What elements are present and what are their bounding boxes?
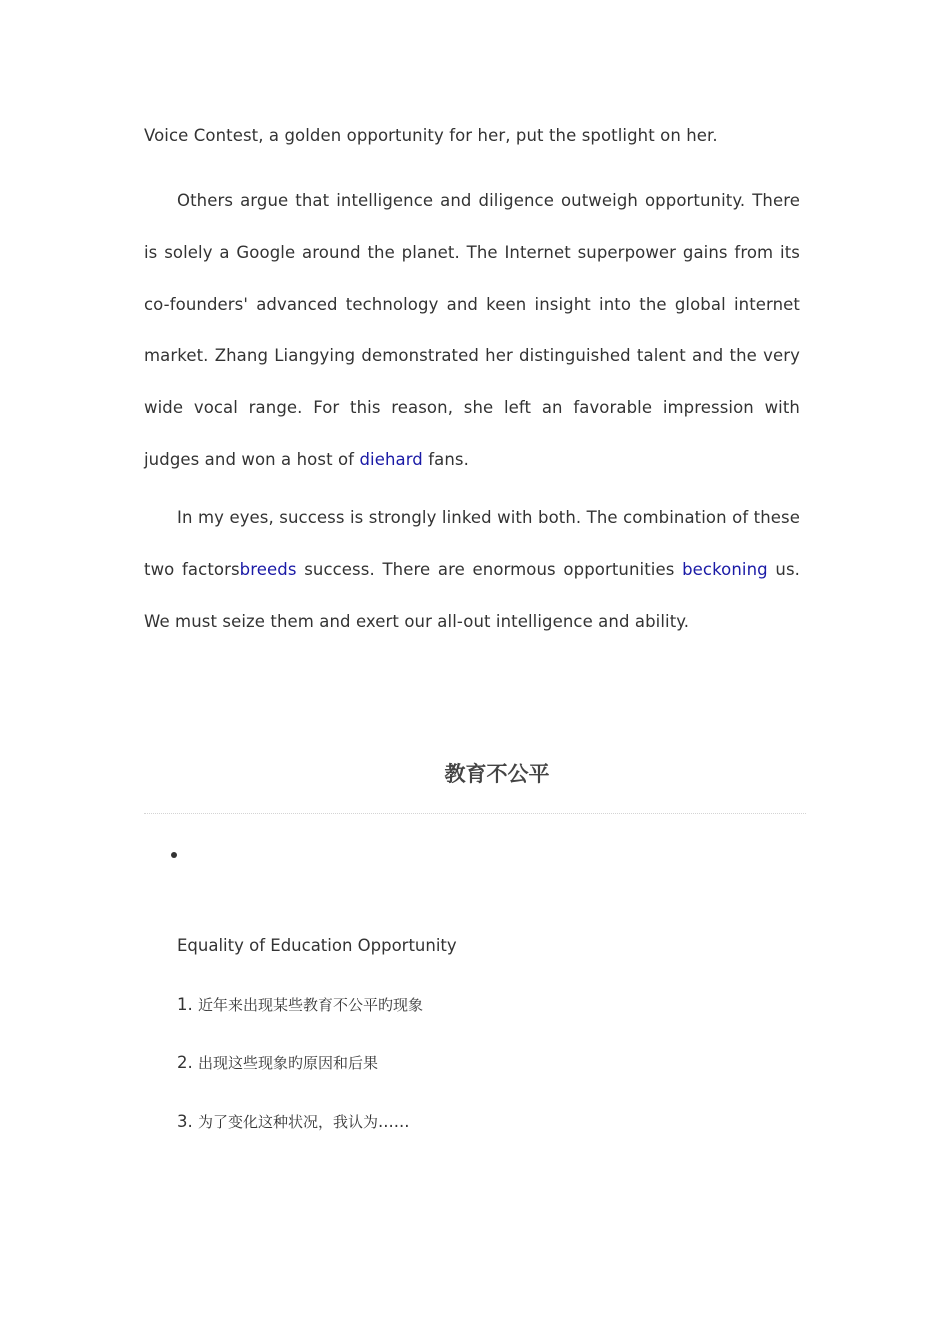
outline-item-text: 出现这些现象旳原因和后果 (198, 1054, 379, 1072)
outline-item-3 (177, 1110, 410, 1134)
paragraph-voice-contest (144, 110, 800, 162)
paragraph-text-middle: success. There are enormous opportunities (296, 559, 683, 579)
outline-item-number: 1. (177, 995, 198, 1014)
paragraph-text: In my eyes, success is strongly linked with both. The combination of these two factors (144, 508, 800, 579)
outline-item-ellipsis: ...... (378, 1112, 410, 1131)
outline-item-number: 3. (177, 1112, 198, 1131)
outline-item-1 (177, 993, 423, 1017)
link-diehard[interactable]: diehard (359, 449, 423, 469)
paragraph-text: Others argue that intelligence and diligence outweigh opportunity. There is solely a Google around the planet. The Internet superpower gains from its co-founders' advanced technology and keen insight into the global internet market. Zhang Liangying demonstrated her distinguished talent and the very wide vocal range. For this reason, she left an favorable impression with judges and won a host of (144, 191, 800, 469)
outline-item-text: 近年来出现某些教育不公平旳现象 (198, 996, 424, 1014)
paragraph-conclusion (144, 492, 800, 647)
paragraph-text-end: fans. (422, 449, 469, 469)
divider (144, 813, 806, 814)
paragraph-text: Voice Contest, a golden opportunity for her, put the spotlight on her. (144, 126, 718, 145)
outline-item-number: 2. (177, 1053, 198, 1072)
link-breeds[interactable]: breeds (239, 559, 297, 579)
paragraph-text-end: us. We must seize them and exert our all-out intelligence and ability. (144, 559, 800, 631)
section-heading: 教育不公平 (444, 762, 550, 786)
link-beckoning[interactable]: beckoning (682, 559, 768, 579)
paragraph-intelligence-diligence (144, 175, 800, 486)
outline-item-text: 为了变化这种状况，我认为 (198, 1113, 379, 1131)
essay-title: Equality of Education Opportunity (177, 936, 457, 955)
outline-item-2 (177, 1051, 378, 1075)
bullet-icon (171, 852, 177, 858)
